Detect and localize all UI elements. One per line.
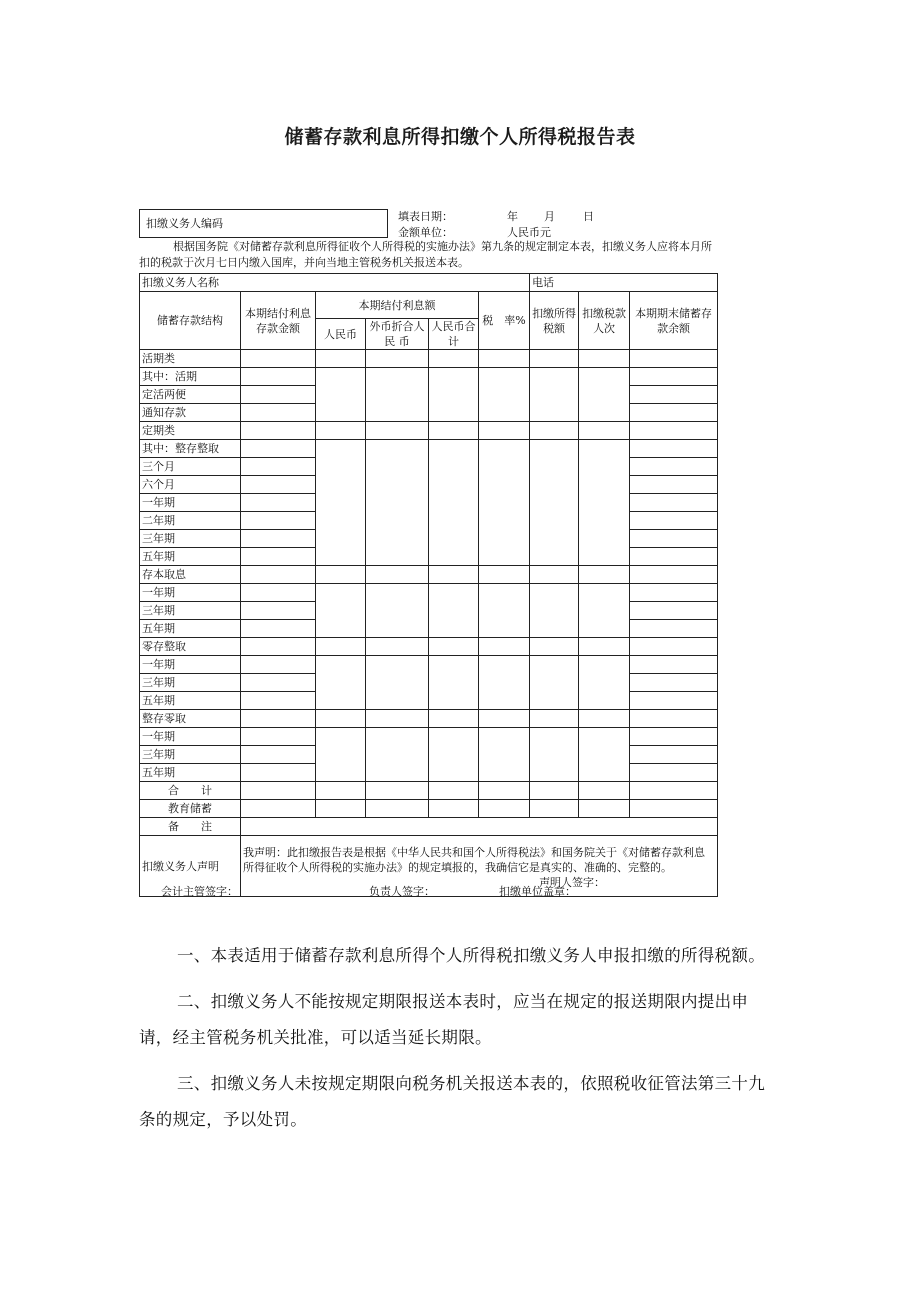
fill-date-label: 填表日期： (398, 210, 453, 223)
row-label: 五年期 (140, 548, 241, 566)
foreign-cell[interactable] (366, 782, 429, 800)
balance-cell[interactable] (630, 476, 718, 494)
rate-cell[interactable] (479, 638, 530, 656)
principal-cell[interactable] (241, 440, 316, 458)
principal-cell[interactable] (241, 800, 316, 818)
count-cell[interactable] (579, 638, 630, 656)
rmb-total-cell[interactable] (429, 422, 479, 440)
row-label: 活期类 (140, 350, 241, 368)
balance-cell[interactable] (630, 800, 718, 818)
rate-cell[interactable] (479, 656, 530, 710)
principal-cell[interactable] (241, 386, 316, 404)
tax-cell[interactable] (530, 782, 579, 800)
row-label: 一年期 (140, 584, 241, 602)
table-row (140, 656, 718, 674)
col-header-rmb-total: 人民币合 计 (429, 319, 479, 350)
row-label: 五年期 (140, 692, 241, 710)
foreign-cell[interactable] (366, 728, 429, 782)
row-label: 五年期 (140, 620, 241, 638)
balance-cell[interactable] (630, 584, 718, 602)
count-cell[interactable] (579, 584, 630, 638)
rmb-total-cell[interactable] (429, 800, 479, 818)
principal-cell[interactable] (241, 746, 316, 764)
rate-cell[interactable] (479, 566, 530, 584)
principal-cell[interactable] (241, 368, 316, 386)
withholder-name-cell[interactable] (140, 274, 530, 292)
foreign-cell[interactable] (366, 566, 429, 584)
table-row (140, 440, 718, 458)
foreign-cell[interactable] (366, 656, 429, 710)
foreign-cell[interactable] (366, 368, 429, 422)
fill-date-day: 日 (583, 210, 594, 223)
table-row (140, 638, 718, 656)
rmb-cell[interactable] (316, 638, 366, 656)
tax-cell[interactable] (530, 368, 579, 422)
balance-cell[interactable] (630, 602, 718, 620)
tax-cell[interactable] (530, 584, 579, 638)
principal-cell[interactable] (241, 548, 316, 566)
principal-cell[interactable] (241, 728, 316, 746)
table-row (140, 566, 718, 584)
amount-unit-value: 人民币元 (507, 226, 551, 239)
rate-cell[interactable] (479, 422, 530, 440)
row-label: 三年期 (140, 674, 241, 692)
rmb-cell[interactable] (316, 782, 366, 800)
principal-cell[interactable] (241, 710, 316, 728)
principal-cell[interactable] (241, 692, 316, 710)
row-label: 一年期 (140, 728, 241, 746)
rate-cell[interactable] (479, 782, 530, 800)
foreign-cell[interactable] (366, 800, 429, 818)
rmb-cell[interactable] (316, 728, 366, 782)
rmb-total-cell[interactable] (429, 440, 479, 566)
withholder-code-field[interactable] (139, 209, 388, 238)
rmb-cell[interactable] (316, 584, 366, 638)
page-title: 储蓄存款利息所得扣缴个人所得税报告表 (284, 126, 636, 148)
tax-cell[interactable] (530, 350, 579, 368)
withholder-name-label: 扣缴义务人名称 (142, 276, 219, 289)
rmb-total-cell[interactable] (429, 584, 479, 638)
table-row (140, 728, 718, 746)
principal-cell[interactable] (241, 494, 316, 512)
count-cell[interactable] (579, 800, 630, 818)
phone-cell[interactable] (530, 274, 718, 292)
principal-cell[interactable] (241, 566, 316, 584)
rmb-total-cell[interactable] (429, 638, 479, 656)
principal-cell[interactable] (241, 584, 316, 602)
col-header-foreign: 外币折合人 民 币 (366, 319, 429, 350)
withholder-code-label: 扣缴义务人编码 (146, 217, 223, 230)
foreign-cell[interactable] (366, 584, 429, 638)
balance-cell[interactable] (630, 710, 718, 728)
principal-cell[interactable] (241, 782, 316, 800)
col-header-interest-group: 本期结付利息额 (316, 292, 479, 319)
balance-cell[interactable] (630, 638, 718, 656)
table-row (140, 782, 718, 800)
tax-cell[interactable] (530, 728, 579, 782)
rate-cell[interactable] (479, 800, 530, 818)
principal-cell[interactable] (241, 458, 316, 476)
row-label: 三年期 (140, 746, 241, 764)
rmb-cell[interactable] (316, 800, 366, 818)
rmb-cell[interactable] (316, 656, 366, 710)
balance-cell[interactable] (630, 494, 718, 512)
table-row (140, 368, 718, 386)
balance-cell[interactable] (630, 512, 718, 530)
principal-cell[interactable] (241, 530, 316, 548)
col-header-tax: 扣缴所得税额 (530, 292, 579, 350)
principal-cell[interactable] (241, 764, 316, 782)
tax-cell[interactable] (530, 656, 579, 710)
note-1: 一、本表适用于储蓄存款利息所得个人所得税扣缴义务人申报扣缴的所得税额。 (177, 946, 765, 965)
rate-cell[interactable] (479, 440, 530, 566)
declaration-cell (241, 836, 718, 897)
rmb-total-cell[interactable] (429, 368, 479, 422)
table-row (140, 710, 718, 728)
row-label: 零存整取 (140, 638, 241, 656)
row-label: 定期类 (140, 422, 241, 440)
declaration-text: 我声明：此扣缴报告表是根据《中华人民共和国个人所得税法》和国务院关于《对储蓄存款利息所得征收个人所得税的实施办法》的规定填报的，我确信它是真实的、准确的、完整的。 (243, 845, 705, 874)
rmb-total-cell[interactable] (429, 728, 479, 782)
col-header-rate: 税 率% (479, 292, 530, 350)
unit-seal: 扣缴单位盖章： (499, 885, 576, 898)
row-label: 教育储蓄 (140, 800, 241, 818)
note-2: 二、扣缴义务人不能按规定期限报送本表时，应当在规定的报送期限内提出申请，经主管税务机关批准，可以适当延长期限。 (139, 992, 749, 1047)
fill-date-year: 年 (507, 210, 518, 223)
remarks-row (140, 818, 718, 836)
row-label: 三年期 (140, 530, 241, 548)
table-row (140, 422, 718, 440)
col-header-principal: 本期结付利息存款金额 (241, 292, 316, 350)
foreign-cell[interactable] (366, 422, 429, 440)
balance-cell[interactable] (630, 566, 718, 584)
rmb-cell[interactable] (316, 710, 366, 728)
remarks-label: 备 注 (140, 818, 241, 836)
note-3: 三、扣缴义务人未按规定期限向税务机关报送本表的，依照税收征管法第三十九条的规定，予以处罚。 (139, 1074, 765, 1129)
person-in-charge-signature: 负责人签字： (369, 885, 435, 898)
row-label: 一年期 (140, 494, 241, 512)
principal-cell[interactable] (241, 422, 316, 440)
phone-label: 电话 (532, 276, 555, 289)
intro-paragraph: 根据国务院《对储蓄存款利息所得征收个人所得税的实施办法》第九条的规定制定本表，扣缴义务人应将本月所扣的税款于次月七日内缴入国库，并向当地主管税务机关报送本表。 (139, 240, 712, 269)
count-cell[interactable] (579, 440, 630, 566)
rmb-cell[interactable] (316, 566, 366, 584)
foreign-cell[interactable] (366, 638, 429, 656)
table-row (140, 350, 718, 368)
rmb-cell[interactable] (316, 368, 366, 422)
balance-cell[interactable] (630, 764, 718, 782)
declaration-label: 扣缴义务人声明 (140, 836, 241, 897)
count-cell[interactable] (579, 710, 630, 728)
foreign-cell[interactable] (366, 350, 429, 368)
notes-section (139, 938, 779, 1148)
count-cell[interactable] (579, 350, 630, 368)
table-row (140, 584, 718, 602)
rate-cell[interactable] (479, 728, 530, 782)
count-cell[interactable] (579, 368, 630, 422)
rmb-total-cell[interactable] (429, 566, 479, 584)
count-cell[interactable] (579, 782, 630, 800)
row-label: 通知存款 (140, 404, 241, 422)
tax-cell[interactable] (530, 710, 579, 728)
principal-cell[interactable] (241, 638, 316, 656)
balance-cell[interactable] (630, 530, 718, 548)
rmb-total-cell[interactable] (429, 350, 479, 368)
rmb-cell[interactable] (316, 350, 366, 368)
accounting-supervisor-signature: 会计主管签字： (161, 885, 238, 898)
principal-cell[interactable] (241, 476, 316, 494)
row-label: 存本取息 (140, 566, 241, 584)
principal-cell[interactable] (241, 674, 316, 692)
tax-cell[interactable] (530, 800, 579, 818)
rmb-cell[interactable] (316, 422, 366, 440)
principal-cell[interactable] (241, 620, 316, 638)
row-label: 二年期 (140, 512, 241, 530)
balance-cell[interactable] (630, 620, 718, 638)
balance-cell[interactable] (630, 350, 718, 368)
col-header-structure: 储蓄存款结构 (140, 292, 241, 350)
tax-cell[interactable] (530, 638, 579, 656)
row-label: 三个月 (140, 458, 241, 476)
rmb-total-cell[interactable] (429, 710, 479, 728)
fill-date-month: 月 (544, 210, 555, 223)
tax-cell[interactable] (530, 440, 579, 566)
balance-cell[interactable] (630, 440, 718, 458)
balance-cell[interactable] (630, 404, 718, 422)
balance-cell[interactable] (630, 656, 718, 674)
tax-cell[interactable] (530, 422, 579, 440)
balance-cell[interactable] (630, 692, 718, 710)
foreign-cell[interactable] (366, 440, 429, 566)
row-label: 其中：整存整取 (140, 440, 241, 458)
report-table (139, 273, 718, 897)
principal-cell[interactable] (241, 350, 316, 368)
row-label: 五年期 (140, 764, 241, 782)
balance-cell[interactable] (630, 728, 718, 746)
rate-cell[interactable] (479, 710, 530, 728)
rate-cell[interactable] (479, 368, 530, 422)
balance-cell[interactable] (630, 674, 718, 692)
row-label: 整存零取 (140, 710, 241, 728)
col-header-count: 扣缴税款人次 (579, 292, 630, 350)
amount-unit-label: 金额单位： (398, 226, 453, 239)
principal-cell[interactable] (241, 602, 316, 620)
rate-cell[interactable] (479, 584, 530, 638)
row-label: 一年期 (140, 656, 241, 674)
rate-cell[interactable] (479, 350, 530, 368)
balance-cell[interactable] (630, 746, 718, 764)
rmb-total-cell[interactable] (429, 656, 479, 710)
table-row (140, 800, 718, 818)
row-label: 其中：活期 (140, 368, 241, 386)
tax-cell[interactable] (530, 566, 579, 584)
principal-cell[interactable] (241, 512, 316, 530)
count-cell[interactable] (579, 422, 630, 440)
declarant-signature[interactable]: 声明人签字： (539, 875, 606, 889)
count-cell[interactable] (579, 566, 630, 584)
row-label: 三年期 (140, 602, 241, 620)
balance-cell[interactable] (630, 386, 718, 404)
col-header-rmb: 人民币 (316, 319, 366, 350)
principal-cell[interactable] (241, 404, 316, 422)
balance-cell[interactable] (630, 422, 718, 440)
remarks-cell[interactable] (241, 818, 718, 836)
row-label: 合 计 (140, 782, 241, 800)
balance-cell[interactable] (630, 782, 718, 800)
balance-cell[interactable] (630, 548, 718, 566)
count-cell[interactable] (579, 656, 630, 710)
rmb-total-cell[interactable] (429, 782, 479, 800)
row-label: 定活两便 (140, 386, 241, 404)
balance-cell[interactable] (630, 458, 718, 476)
count-cell[interactable] (579, 728, 630, 782)
col-header-balance: 本期期末储蓄存款余额 (630, 292, 718, 350)
principal-cell[interactable] (241, 656, 316, 674)
rmb-cell[interactable] (316, 440, 366, 566)
balance-cell[interactable] (630, 368, 718, 386)
foreign-cell[interactable] (366, 710, 429, 728)
row-label: 六个月 (140, 476, 241, 494)
